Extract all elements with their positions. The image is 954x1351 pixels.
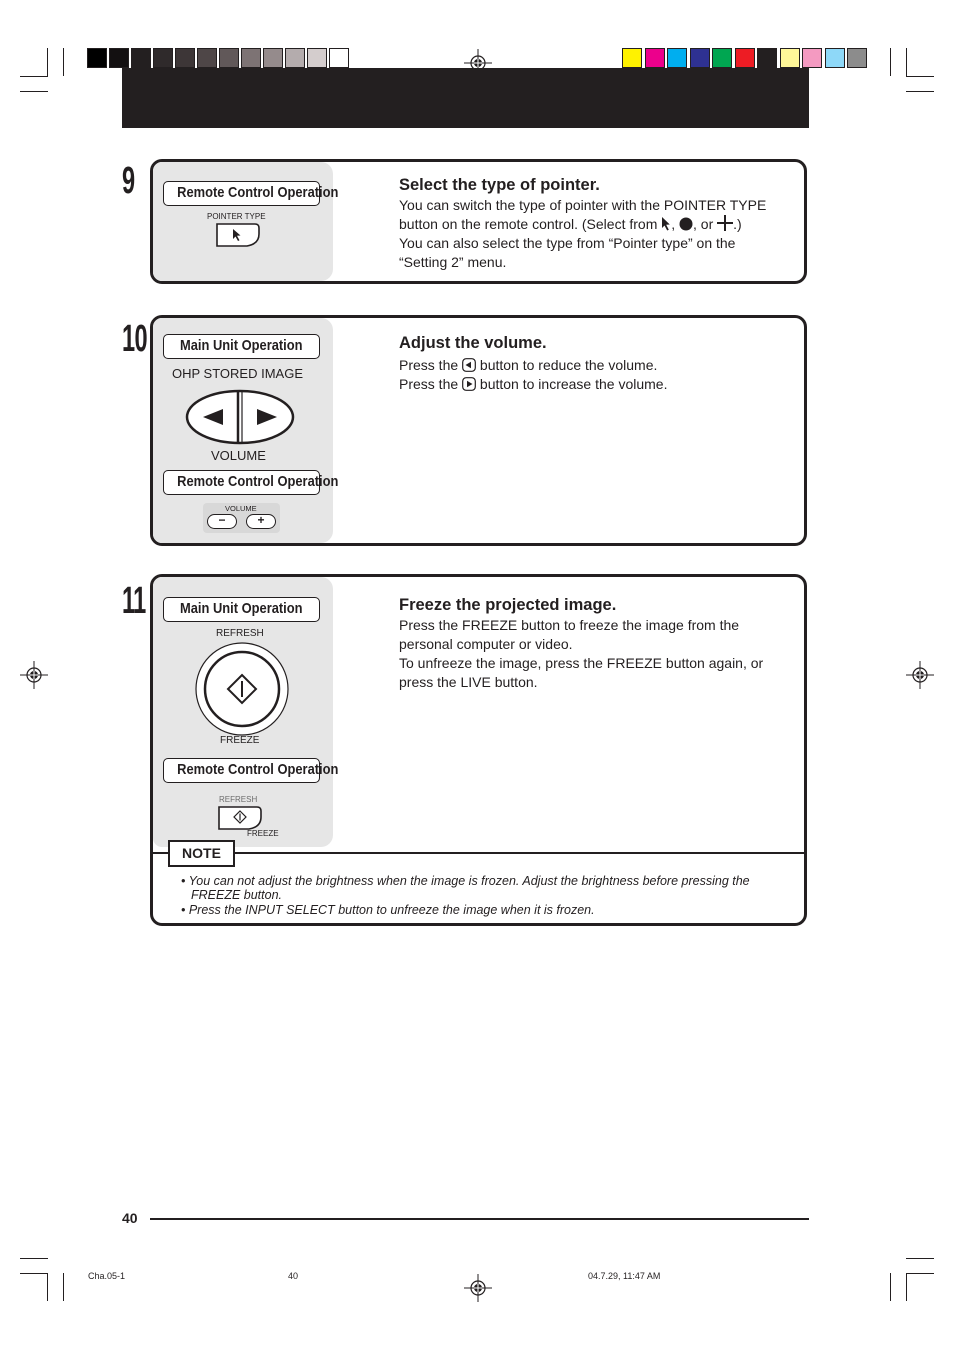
crop-mark: [63, 48, 64, 76]
crop-mark: [20, 76, 48, 77]
remote-freeze-button[interactable]: [217, 805, 263, 831]
gray-swatch: [329, 48, 349, 68]
description-line: “Setting 2” menu.: [399, 254, 507, 270]
main-unit-label: Main Unit Operation: [163, 334, 320, 359]
crop-mark: [906, 91, 934, 92]
freeze-button[interactable]: [194, 641, 290, 737]
pointer-type-button[interactable]: [215, 222, 261, 248]
registration-mark-icon: [20, 661, 48, 689]
remote-control-label: Remote Control Operation: [163, 181, 320, 206]
note-item: FREEZE button.: [191, 888, 283, 902]
step-description: [399, 616, 763, 692]
gray-swatch: [131, 48, 151, 68]
crop-mark: [906, 1258, 934, 1259]
button-caption: VOLUME: [225, 504, 257, 513]
button-caption: FREEZE: [247, 829, 279, 838]
color-swatch: [622, 48, 642, 68]
remote-control-label: Remote Control Operation: [163, 470, 320, 495]
color-swatch: [847, 48, 867, 68]
crop-mark: [47, 48, 48, 76]
page-number: 40: [122, 1210, 138, 1226]
header-band: [122, 68, 809, 128]
button-caption: REFRESH: [219, 795, 258, 804]
file-name: Cha.05-1: [88, 1271, 126, 1281]
left-button-icon: [462, 358, 476, 372]
note-item: • You can not adjust the brightness when the image is frozen. Adjust the brightness before pressing the: [181, 874, 750, 888]
gray-swatch: [87, 48, 107, 68]
dot-pointer-icon: [679, 217, 693, 231]
step-number: 10: [122, 318, 147, 360]
color-swatch: [712, 48, 732, 68]
color-swatch: [690, 48, 710, 68]
color-swatch: [780, 48, 800, 68]
crop-mark: [906, 1273, 907, 1301]
description-line: Press the button to increase the volume.: [399, 376, 668, 392]
step-10-panel: [150, 315, 807, 546]
cross-pointer-icon: [717, 215, 733, 231]
button-caption: REFRESH: [216, 628, 264, 639]
volume-rocker-button[interactable]: [185, 388, 295, 446]
volume-minus-button[interactable]: −: [207, 514, 237, 529]
gray-swatch: [263, 48, 283, 68]
description-line: You can switch the type of pointer with the POINTER TYPE: [399, 197, 767, 213]
button-caption: FREEZE: [220, 735, 260, 746]
crop-mark: [63, 1273, 64, 1301]
gray-swatch: [175, 48, 195, 68]
description-line: Press the FREEZE button to freeze the image from the: [399, 617, 740, 633]
color-swatch: [645, 48, 665, 68]
gray-swatch: [197, 48, 217, 68]
gray-swatch: [307, 48, 327, 68]
gray-swatch: [285, 48, 305, 68]
color-swatch: [735, 48, 755, 68]
remote-control-label: Remote Control Operation: [163, 758, 320, 783]
description-line: personal computer or video.: [399, 636, 573, 652]
description-line: Press the button to reduce the volume.: [399, 357, 658, 373]
crop-mark: [890, 48, 891, 76]
crop-mark: [906, 76, 934, 77]
step-description: [399, 196, 766, 272]
crop-mark: [20, 1273, 48, 1274]
crop-mark: [906, 1273, 934, 1274]
crop-mark: [906, 48, 907, 76]
color-swatch: [667, 48, 687, 68]
pointer-arrow-icon: [661, 217, 671, 231]
sheet-number: 40: [288, 1271, 299, 1281]
step-title: Select the type of pointer.: [399, 176, 600, 194]
gray-swatch: [109, 48, 129, 68]
description-line: To unfreeze the image, press the FREEZE button again, or: [399, 655, 764, 671]
button-caption: OHP STORED IMAGE: [172, 366, 303, 381]
registration-mark-icon: [464, 1274, 492, 1302]
gray-swatch: [241, 48, 261, 68]
registration-mark-icon: [906, 661, 934, 689]
button-caption: VOLUME: [211, 448, 266, 463]
step-number: 11: [122, 580, 146, 622]
color-swatch: [802, 48, 822, 68]
color-swatch: [825, 48, 845, 68]
step-9-panel: [150, 159, 807, 284]
description-line: button on the remote control. (Select from , , or .): [399, 216, 742, 232]
right-button-icon: [462, 377, 476, 391]
crop-mark: [890, 1273, 891, 1301]
step-11-panel: [150, 574, 807, 926]
gray-swatch: [153, 48, 173, 68]
step-title: Adjust the volume.: [399, 334, 547, 352]
description-line: You can also select the type from “Pointer type” on the: [399, 235, 736, 251]
description-line: press the LIVE button.: [399, 674, 538, 690]
gray-swatch: [219, 48, 239, 68]
step-description: [399, 356, 667, 394]
step-number: 9: [122, 160, 135, 202]
color-swatch: [757, 48, 777, 68]
crop-mark: [20, 1258, 48, 1259]
step-title: Freeze the projected image.: [399, 596, 617, 614]
crop-mark: [47, 1273, 48, 1301]
note-item: • Press the INPUT SELECT button to unfreeze the image when it is frozen.: [181, 903, 595, 917]
crop-mark: [20, 91, 48, 92]
print-timestamp: 04.7.29, 11:47 AM: [588, 1271, 661, 1281]
note-tag: NOTE: [168, 840, 235, 867]
footer-rule: [150, 1218, 809, 1220]
note-divider: [153, 852, 804, 854]
volume-plus-button[interactable]: +: [246, 514, 276, 529]
main-unit-label: Main Unit Operation: [163, 597, 320, 622]
button-caption: POINTER TYPE: [207, 212, 266, 221]
